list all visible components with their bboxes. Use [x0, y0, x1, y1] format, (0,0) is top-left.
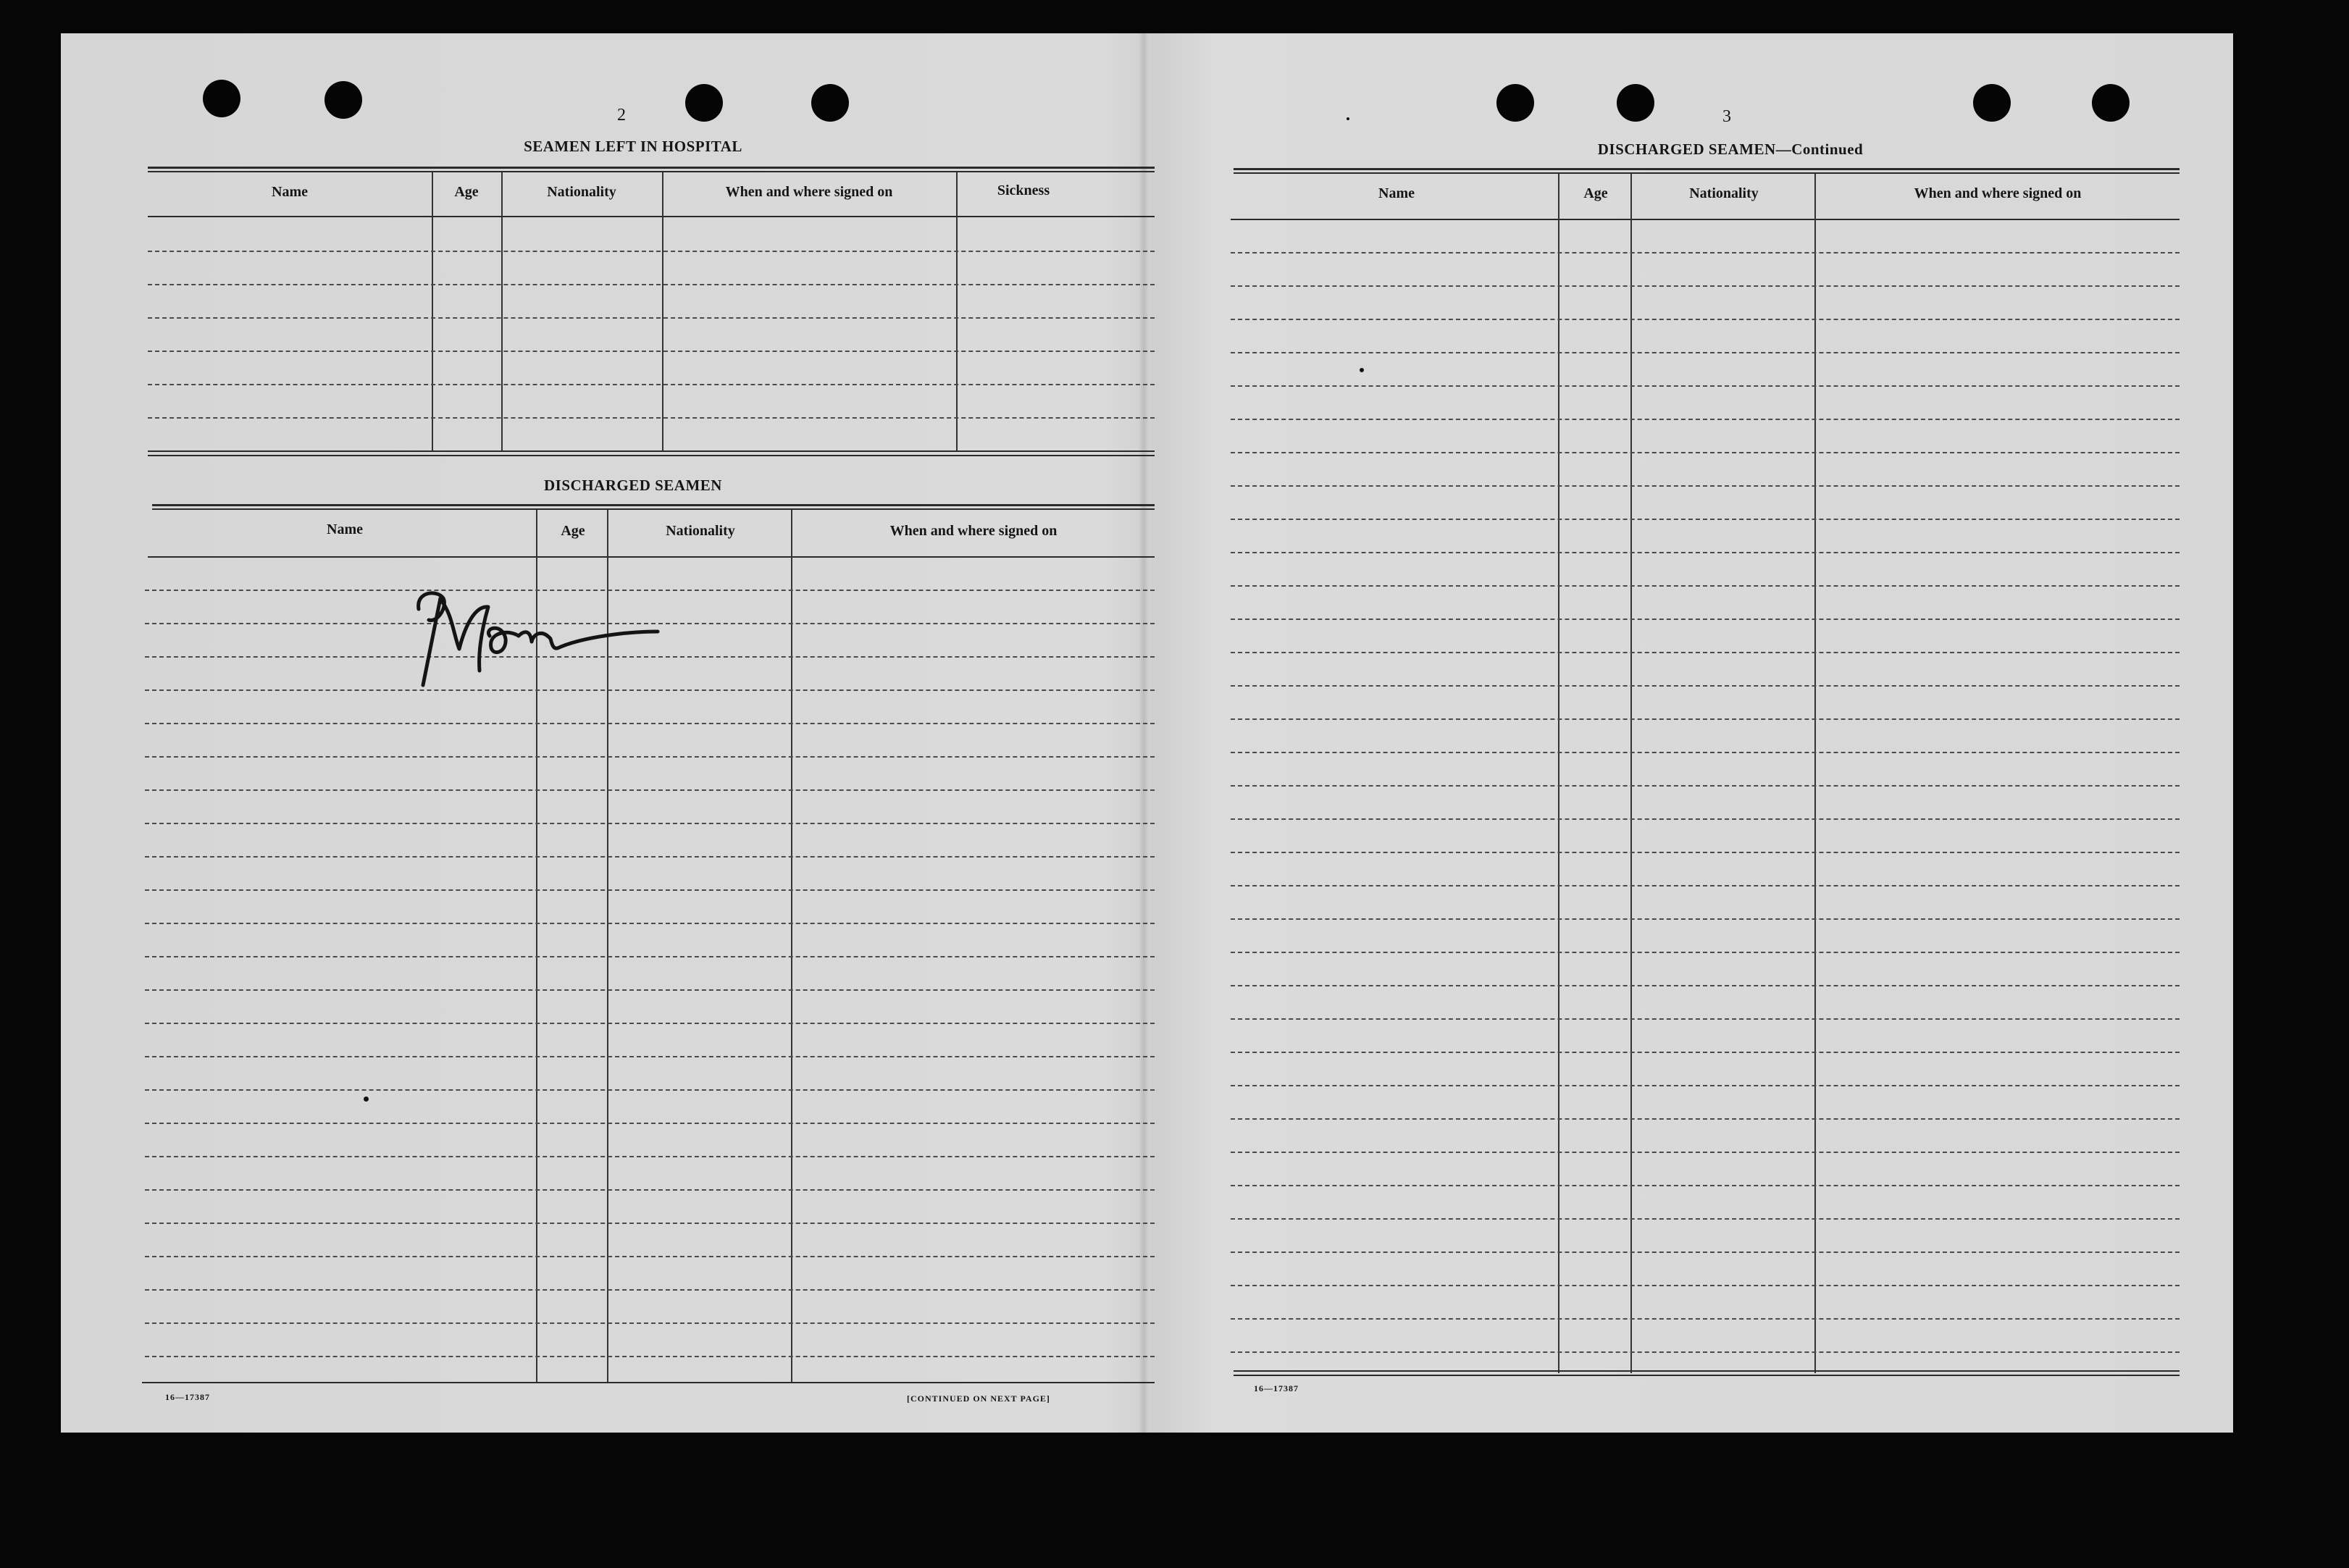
table-row: [145, 1056, 1155, 1057]
table-row: [1231, 1351, 2180, 1353]
table-row: [145, 823, 1155, 824]
table-row: [1231, 519, 2180, 520]
section-title-suffix: —Continued: [1775, 141, 1864, 158]
table-row: [1231, 1218, 2180, 1220]
table-row: [145, 856, 1155, 858]
table-row: [1231, 1018, 2180, 1020]
table-row: [1231, 752, 2180, 753]
page-number: 3: [1722, 107, 1731, 126]
table-row: [145, 723, 1155, 724]
ink-speck: [1347, 117, 1349, 120]
table-row: [148, 417, 1155, 419]
table-row: [1231, 718, 2180, 720]
table-row: [145, 1123, 1155, 1124]
table-row: [145, 1023, 1155, 1024]
table-row: [145, 1189, 1155, 1191]
table-row: [1231, 918, 2180, 920]
table-top-rule: [148, 167, 1155, 169]
table-top-rule: [1234, 172, 2180, 174]
form-code: 16—17387: [1254, 1383, 1299, 1393]
table-row: [148, 351, 1155, 352]
table-top-rule: [152, 508, 1155, 510]
continued-note: [CONTINUED ON NEXT PAGE]: [907, 1393, 1050, 1404]
table-bottom-rule: [1234, 1370, 2180, 1372]
table-row: [145, 789, 1155, 791]
table-row: [1231, 452, 2180, 453]
table-row: [1231, 419, 2180, 420]
column-header-age: Age: [561, 523, 585, 539]
table-row: [145, 1356, 1155, 1357]
column-header-nationality: Nationality: [1689, 185, 1759, 201]
header-rule: [148, 216, 1155, 217]
table-top-rule: [1234, 168, 2180, 170]
column-divider: [501, 172, 503, 452]
table-row: [1231, 1285, 2180, 1286]
discharged-section-title: DISCHARGED SEAMEN: [544, 477, 722, 494]
column-header-name: Name: [272, 184, 308, 200]
document-scan: [61, 33, 2233, 1433]
column-header-name: Name: [327, 521, 363, 537]
table-row: [1231, 385, 2180, 387]
table-bottom-rule: [148, 455, 1155, 456]
table-row: [145, 1156, 1155, 1157]
table-row: [148, 317, 1155, 319]
section-title-main: DISCHARGED SEAMEN: [1597, 141, 1776, 158]
table-row: [145, 989, 1155, 991]
left-page: [61, 33, 1144, 1433]
table-bottom-rule: [1234, 1375, 2180, 1376]
table-row: [1231, 352, 2180, 353]
column-divider: [956, 172, 958, 452]
discharged-continued-title: [1477, 141, 1984, 159]
column-divider: [1558, 174, 1559, 1373]
table-row: [1231, 1052, 2180, 1053]
header-rule: [1231, 219, 2180, 220]
table-row: [148, 284, 1155, 285]
table-row: [1231, 785, 2180, 787]
table-row: [145, 756, 1155, 758]
table-row: [145, 956, 1155, 957]
table-bottom-rule: [148, 450, 1155, 452]
hospital-section-title: SEAMEN LEFT IN HOSPITAL: [524, 138, 742, 155]
table-row: [1231, 319, 2180, 320]
table-row: [1231, 1152, 2180, 1153]
ink-speck: [1360, 368, 1364, 372]
table-row: [1231, 252, 2180, 253]
column-header-signed-on: When and where signed on: [1914, 185, 2082, 201]
table-row: [1231, 852, 2180, 853]
table-row: [1231, 885, 2180, 886]
right-page: [1144, 33, 2233, 1433]
column-divider: [791, 510, 792, 1383]
table-row: [1231, 619, 2180, 620]
table-row: [1231, 485, 2180, 487]
column-header-age: Age: [454, 184, 479, 200]
page-number: 2: [617, 106, 626, 125]
table-row: [1231, 585, 2180, 587]
table-row: [1231, 1318, 2180, 1320]
table-top-rule: [152, 504, 1155, 506]
table-row: [1231, 818, 2180, 820]
table-row: [145, 1322, 1155, 1324]
form-code: 16—17387: [165, 1392, 210, 1402]
table-row: [1231, 552, 2180, 553]
table-row: [145, 1223, 1155, 1224]
table-top-rule: [148, 171, 1155, 172]
table-row: [145, 1256, 1155, 1257]
column-divider: [1814, 174, 1816, 1373]
column-header-signed-on: When and where signed on: [725, 184, 893, 200]
column-divider: [432, 172, 433, 452]
table-row: [1231, 1118, 2180, 1120]
column-header-nationality: Nationality: [666, 523, 735, 539]
table-row: [148, 384, 1155, 385]
header-rule: [148, 556, 1155, 558]
table-row: [145, 923, 1155, 924]
column-header-nationality: Nationality: [547, 184, 616, 200]
table-row: [1231, 1085, 2180, 1086]
column-header-age: Age: [1583, 185, 1608, 201]
column-header-signed-on: When and where signed on: [889, 523, 1058, 539]
table-row: [145, 1089, 1155, 1091]
table-row: [148, 251, 1155, 252]
table-bottom-rule: [142, 1382, 1155, 1383]
column-header-sickness: Sickness: [997, 183, 1050, 198]
handwritten-none: [409, 569, 698, 707]
table-row: [145, 1289, 1155, 1291]
table-row: [1231, 285, 2180, 287]
table-row: [1231, 985, 2180, 986]
table-row: [1231, 685, 2180, 687]
ink-speck: [364, 1097, 369, 1102]
table-row: [1231, 652, 2180, 653]
table-row: [1231, 952, 2180, 953]
column-divider: [662, 172, 663, 452]
table-row: [1231, 1252, 2180, 1253]
column-header-name: Name: [1378, 185, 1415, 201]
table-row: [145, 889, 1155, 891]
table-row: [1231, 1185, 2180, 1186]
column-divider: [1630, 174, 1632, 1373]
